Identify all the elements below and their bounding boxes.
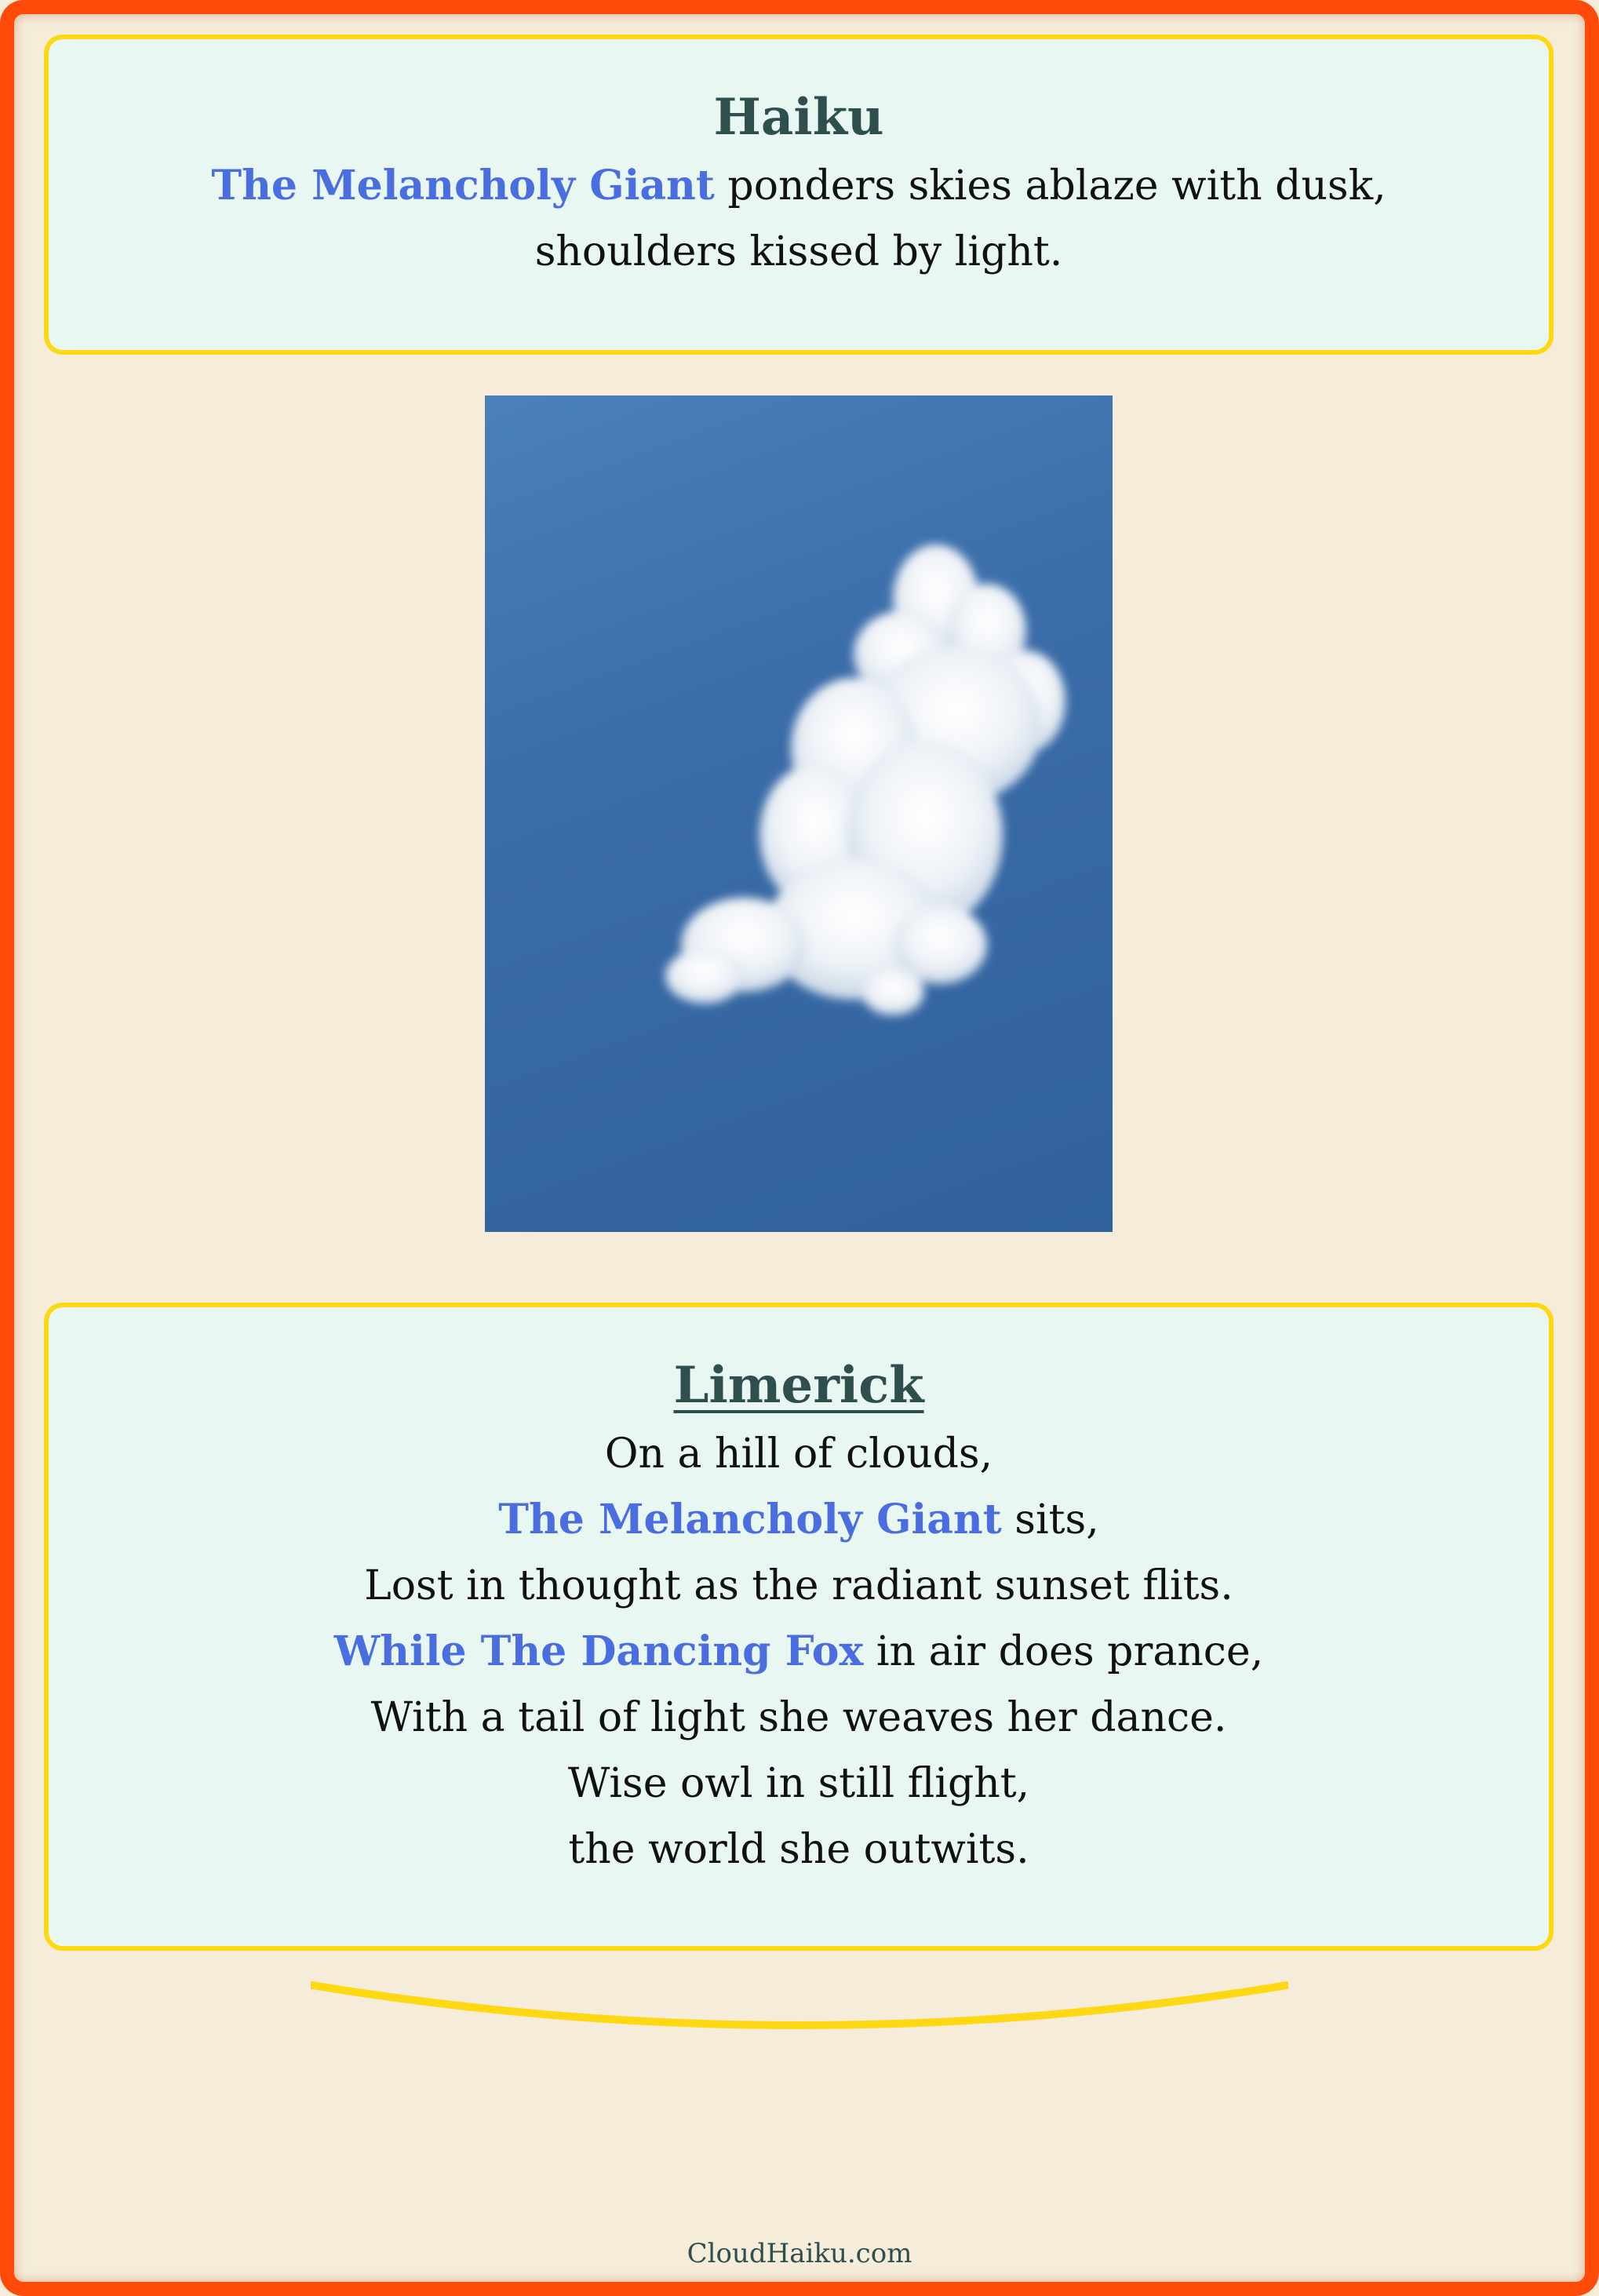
line-text: ponders skies ablaze with dusk, <box>714 162 1386 210</box>
highlight-phrase: The Melancholy Giant <box>498 1495 1002 1543</box>
haiku-line <box>49 153 1549 219</box>
line-text: in air does prance, <box>863 1627 1264 1675</box>
footer-site-link[interactable]: CloudHaiku.com <box>687 2238 912 2269</box>
limerick-card <box>44 1303 1553 1951</box>
haiku-title: Haiku <box>713 88 884 147</box>
line-text: Wise owl in still flight, <box>567 1759 1030 1807</box>
haiku-card <box>44 35 1553 355</box>
limerick-line <box>49 1553 1549 1619</box>
highlight-phrase: The Melancholy Giant <box>211 161 715 210</box>
limerick-title: Limerick <box>673 1356 924 1415</box>
limerick-line <box>49 1751 1549 1817</box>
haiku-lines <box>49 153 1549 285</box>
cloud-photo <box>485 395 1113 1232</box>
line-text: Lost in thought as the radiant sunset flits. <box>364 1562 1233 1609</box>
limerick-line <box>49 1817 1549 1882</box>
line-text: shoulders kissed by light. <box>534 228 1063 275</box>
line-text: On a hill of clouds, <box>604 1430 993 1478</box>
line-text: the world she outwits. <box>568 1825 1029 1873</box>
limerick-line <box>49 1685 1549 1751</box>
cloud-illustration <box>485 395 1113 1232</box>
limerick-line <box>49 1487 1549 1553</box>
haiku-line <box>49 219 1549 285</box>
limerick-line <box>49 1421 1549 1487</box>
highlight-phrase: While The Dancing Fox <box>333 1627 864 1675</box>
limerick-lines <box>49 1421 1549 1882</box>
line-text: sits, <box>1001 1496 1099 1543</box>
limerick-line <box>49 1619 1549 1685</box>
cloud-shape <box>665 545 1065 1015</box>
decorative-swoosh <box>311 1979 1288 2035</box>
line-text: With a tail of light she weaves her dance. <box>370 1693 1227 1741</box>
